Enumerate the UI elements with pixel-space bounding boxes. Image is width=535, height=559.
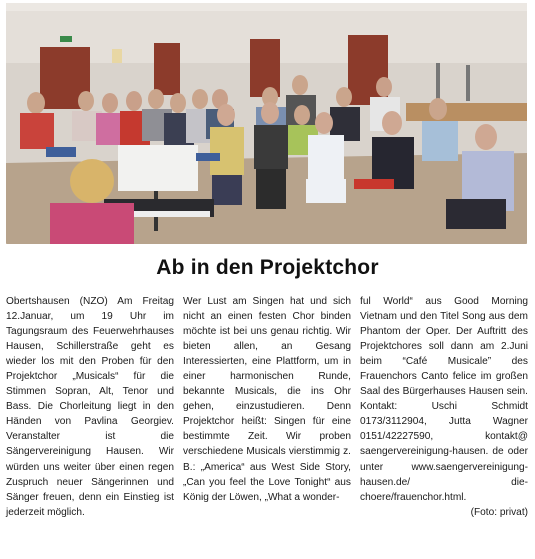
column-text: ful World“ aus Good Morning Vietnam und den Titel Song aus dem Phantom der Oper. Der Auftritt des Projektchores soll dann am 2.Juni beim “Café Musicale” des Frauenchors Canto felice im großen Saal des Bürgerhauses Hausen sein. Kontakt: Uschi Schmidt 0173/3112904, Jutta Wagner 0151/42227590, kontakt@ saengervereinigung-hausen. de oder unter www.saengervereinigung-hausen.de/ die-choere/frauenchor.html. <box>360 296 528 503</box>
article-column-1 <box>6 294 174 556</box>
choir-rehearsal-photo <box>6 3 527 244</box>
article-body <box>6 294 528 556</box>
photo-credit: (Foto: privat) <box>470 506 528 518</box>
article-column-3 <box>360 294 528 556</box>
column-text: Obertshausen (NZO) Am Freitag 12.Januar, um 19 Uhr im Tagungsraum des Feuerwehrhauses Hausen, Schillerstraße geht es wieder los mit den Proben für den Projektchor „Musicals“ für die Stimmen Sopran, Alt, Tenor und Bass. Die Chorleitung liegt in den Händen von Pavlina Georgiev. Veranstalter ist die Sängervereinigung Hausen. Wir würden uns weiter über einen regen Zuspruch neuer Sängerinnen und Sänger freuen, denn ein Einstieg ist jederzeit möglich. <box>6 296 174 518</box>
article-photo <box>6 3 527 244</box>
article-headline: Ab in den Projektchor <box>156 256 379 279</box>
column-text: Wer Lust am Singen hat und sich nicht an einen festen Chor binden möchte ist bei uns genau richtig. Wir bieten allen, an Gesang Interessierten, eine Plattform, um in einer harmonischen Runde, bekannte Musicals, die ins Ohr gehen, einzustudieren. Denn Projektchor heißt: Singen für eine bestimmte Zeit. Wir proben verschiedene Musicals vierstimmig z. B.: „America“ aus West Side Story, „Can you feel the Love Tonight“ aus König der Löwen, „What a wonder- <box>183 296 351 503</box>
article-column-2 <box>183 294 351 556</box>
